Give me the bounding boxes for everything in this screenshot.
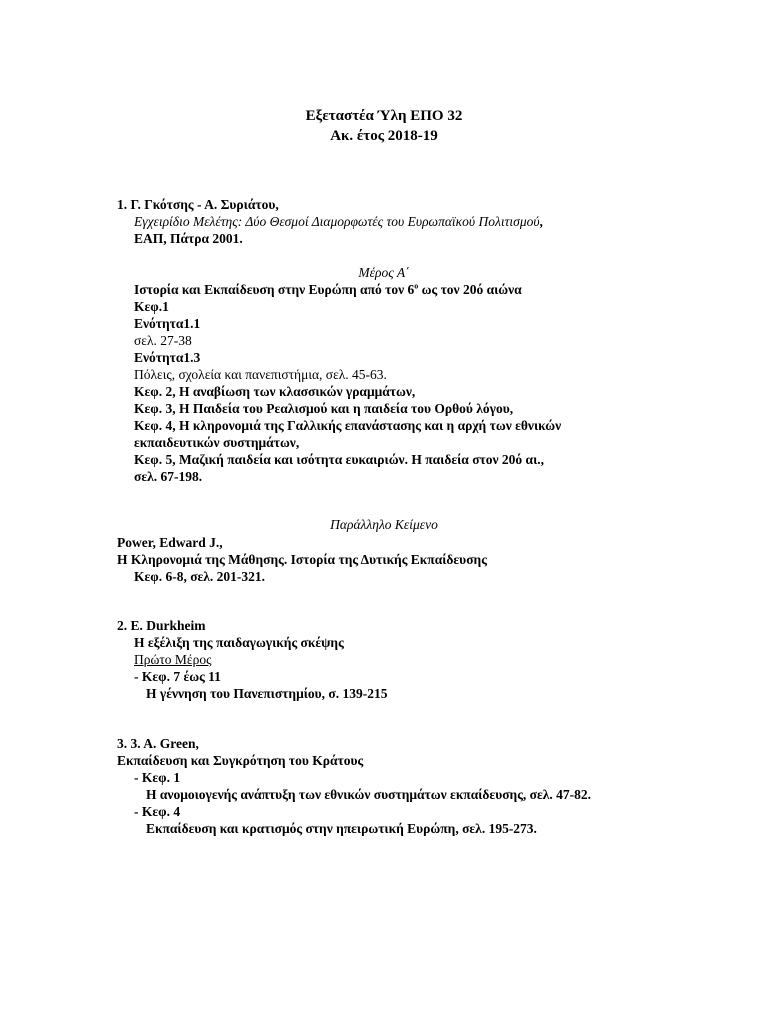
academic-year: Ακ. έτος 2018-19 bbox=[330, 128, 438, 144]
parallel-chapters: Κεφ. 6-8, σελ. 201-321. bbox=[134, 569, 266, 584]
item3-kef1: - Κεφ. 1 bbox=[134, 770, 181, 785]
kef2-line: Κεφ. 2, Η αναβίωση των κλασσικών γραμμάτων, bbox=[134, 384, 416, 399]
item3-kef4-title: Εκπαίδευση και κρατισμός στην ηπειρωτική Ευρώπη, σελ. 195-273. bbox=[146, 821, 537, 836]
part-a-title-before: Ιστορία και Εκπαίδευση στην Ευρώπη από τον 6 bbox=[134, 282, 415, 297]
unit13-label: Ενότητα1.3 bbox=[134, 350, 201, 365]
parallel-heading: Παράλληλο Κείμενο bbox=[330, 517, 438, 532]
kef5-line2: σελ. 67-198. bbox=[134, 469, 203, 484]
kef4-line2: εκπαιδευτικών συστημάτων, bbox=[134, 435, 300, 450]
unit11-pages: σελ. 27-38 bbox=[134, 333, 192, 348]
unit11-label: Ενότητα1.1 bbox=[134, 316, 201, 331]
item1-book-title: Εγχειρίδιο Μελέτης: Δύο Θεσμοί Διαμορφωτές του Ευρωπαϊκού Πολιτισμού bbox=[134, 214, 540, 229]
item1-book-title-line bbox=[134, 213, 543, 230]
part-a-title-sup: ο bbox=[414, 281, 419, 291]
item2-chapters: - Κεφ. 7 έως 11 bbox=[134, 669, 221, 684]
item2-chapters-title: Η γέννηση του Πανεπιστημίου, σ. 139-215 bbox=[146, 686, 388, 701]
item3-kef4: - Κεφ. 4 bbox=[134, 804, 181, 819]
item3-book-title: Εκπαίδευση και Συγκρότηση του Κράτους bbox=[117, 753, 364, 768]
item3-kef1-title: Η ανομοιογενής ανάπτυξη των εθνικών συστημάτων εκπαίδευσης, σελ. 47-82. bbox=[146, 787, 592, 802]
kef1-label: Κεφ.1 bbox=[134, 299, 169, 314]
parallel-author: Power, Edward J., bbox=[117, 535, 223, 550]
item2-part: Πρώτο Μέρος bbox=[134, 652, 212, 667]
document-title: Εξεταστέα Ύλη ΕΠΟ 32 bbox=[305, 108, 463, 124]
item1-authors: 1. Γ. Γκότσης - Α. Συριάτου, bbox=[117, 197, 279, 212]
part-a-title bbox=[134, 281, 522, 298]
unit13-desc: Πόλεις, σχολεία και πανεπιστήμια, σελ. 45-63. bbox=[134, 367, 387, 382]
kef3-line: Κεφ. 3, Η Παιδεία του Ρεαλισμού και η παιδεία του Ορθού λόγου, bbox=[134, 401, 514, 416]
parallel-book-title: Η Κληρονομιά της Μάθησης. Ιστορία της Δυτικής Εκπαίδευσης bbox=[117, 552, 487, 567]
kef4-line1: Κεφ. 4, Η κληρονομιά της Γαλλικής επανάστασης και η αρχή των εθνικών bbox=[134, 418, 562, 433]
item2-author: 2. E. Durkheim bbox=[117, 618, 206, 633]
part-a-heading: Μέρος Α΄ bbox=[358, 265, 410, 280]
item3-author: 3. 3. A. Green, bbox=[117, 736, 199, 751]
item1-publisher: ΕΑΠ, Πάτρα 2001. bbox=[134, 231, 243, 246]
item2-book-title: Η εξέλιξη της παιδαγωγικής σκέψης bbox=[134, 635, 344, 650]
kef5-line1: Κεφ. 5, Μαζική παιδεία και ισότητα ευκαιριών. Η παιδεία στον 20ό αι., bbox=[134, 452, 545, 467]
part-a-title-after: ως τον 20ό αιώνα bbox=[418, 282, 522, 297]
item1-book-title-comma: , bbox=[539, 214, 543, 229]
